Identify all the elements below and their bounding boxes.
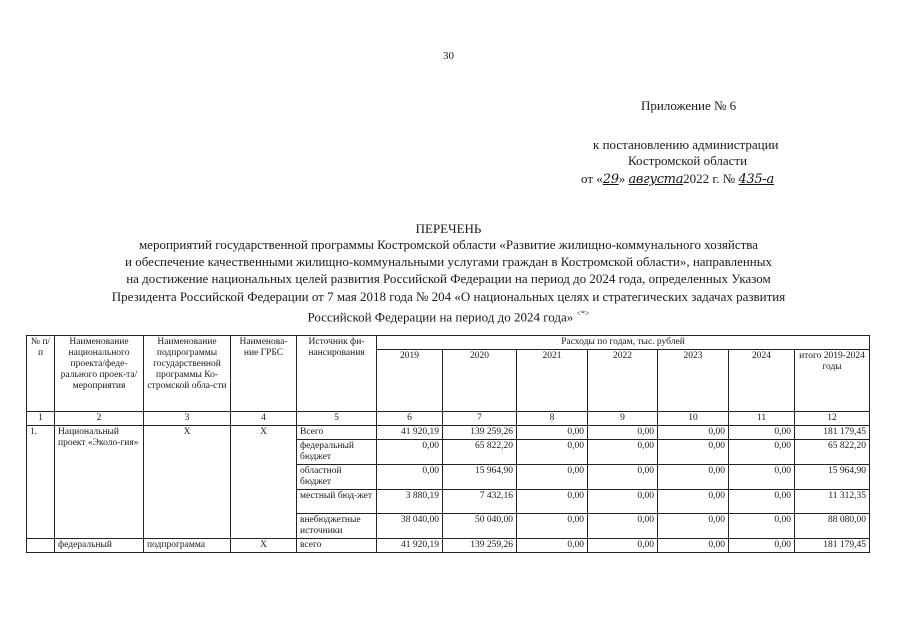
value-cell: 50 040,00 bbox=[443, 514, 517, 539]
value-cell: 0,00 bbox=[517, 465, 588, 490]
value-cell: 0,00 bbox=[588, 539, 658, 553]
subtitle-line-5-text: Российской Федерации на период до 2024 года» bbox=[307, 309, 574, 325]
subtitle-line-1: мероприятий государственной программы Костромской области «Развитие жилищно-коммунального хозяйства bbox=[138, 237, 759, 252]
value-cell: 0,00 bbox=[377, 440, 443, 465]
value-cell: 0,00 bbox=[658, 539, 729, 553]
value-cell: 0,00 bbox=[377, 465, 443, 490]
footnote-mark: <*> bbox=[576, 308, 590, 318]
value-cell: 0,00 bbox=[517, 514, 588, 539]
column-index: 3 bbox=[144, 412, 231, 426]
value-cell: 0,00 bbox=[588, 465, 658, 490]
subtitle-line-4: Президента Российской Федерации от 7 мая 2018 года № 204 «О национальных целях и стратегических задачах развития bbox=[111, 288, 786, 304]
appendix-title: Приложение № 6 bbox=[641, 98, 737, 113]
value-cell: 65 822,20 bbox=[443, 440, 517, 465]
date-separator: » bbox=[618, 171, 629, 186]
value-cell: 0,00 bbox=[658, 426, 729, 440]
value-cell: 0,00 bbox=[729, 490, 795, 514]
grbs-name: Х bbox=[231, 426, 297, 539]
project-name: федеральный bbox=[55, 539, 144, 553]
value-cell: 0,00 bbox=[517, 426, 588, 440]
header-num: № п/п bbox=[27, 336, 55, 412]
total-cell: 181 179,45 bbox=[795, 426, 870, 440]
column-index-row bbox=[27, 412, 870, 426]
value-cell: 0,00 bbox=[658, 465, 729, 490]
header-expenses-group: Расходы по годам, тыс. рублей bbox=[377, 336, 870, 350]
row-num bbox=[27, 539, 55, 553]
column-index: 1 bbox=[27, 412, 55, 426]
subtitle-line-2: и обеспечение качественными жилищно-коммунальными услугами граждан в Костромской области», направленных bbox=[125, 254, 772, 270]
date-day-handwritten: 29 bbox=[602, 172, 619, 187]
funding-source: местный бюд-жет bbox=[297, 490, 377, 514]
value-cell: 3 880,19 bbox=[377, 490, 443, 514]
funding-source: федеральный бюджет bbox=[297, 440, 377, 465]
expenses-table bbox=[26, 335, 870, 553]
row-num: 1. bbox=[27, 426, 55, 539]
total-cell: 65 822,20 bbox=[795, 440, 870, 465]
column-index: 11 bbox=[729, 412, 795, 426]
value-cell: 0,00 bbox=[588, 514, 658, 539]
table-header-row bbox=[27, 336, 870, 350]
value-cell: 0,00 bbox=[729, 426, 795, 440]
value-cell: 0,00 bbox=[588, 426, 658, 440]
column-index: 2 bbox=[55, 412, 144, 426]
header-subprogram: Наименование подпрограммы государственной программы Ко-стромской обла-сти bbox=[144, 336, 231, 412]
document-title: ПЕРЕЧЕНЬ bbox=[415, 221, 482, 236]
value-cell: 139 259,26 bbox=[443, 426, 517, 440]
value-cell: 0,00 bbox=[729, 465, 795, 490]
value-cell: 0,00 bbox=[729, 514, 795, 539]
value-cell: 0,00 bbox=[517, 440, 588, 465]
header-grbs: Наименова-ние ГРБС bbox=[231, 336, 297, 412]
header-total: итого 2019-2024 годы bbox=[795, 350, 870, 412]
total-cell: 181 179,45 bbox=[795, 539, 870, 553]
column-index: 4 bbox=[231, 412, 297, 426]
value-cell: 0,00 bbox=[729, 539, 795, 553]
header-source: Источник фи-нансирования bbox=[297, 336, 377, 412]
total-cell: 11 312,35 bbox=[795, 490, 870, 514]
value-cell: 0,00 bbox=[588, 440, 658, 465]
value-cell: 41 920,19 bbox=[377, 426, 443, 440]
header-year: 2024 bbox=[729, 350, 795, 412]
resolution-date-line bbox=[581, 171, 774, 187]
header-year: 2019 bbox=[377, 350, 443, 412]
column-index: 5 bbox=[297, 412, 377, 426]
value-cell: 0,00 bbox=[517, 490, 588, 514]
funding-source: внебюджетные источники bbox=[297, 514, 377, 539]
value-cell: 41 920,19 bbox=[377, 539, 443, 553]
resolution-number-handwritten: 435-а bbox=[738, 172, 774, 187]
grbs-name: Х bbox=[231, 539, 297, 553]
resolution-line-2: Костромской области bbox=[628, 153, 748, 168]
column-index: 7 bbox=[443, 412, 517, 426]
total-cell: 88 080,00 bbox=[795, 514, 870, 539]
value-cell: 38 040,00 bbox=[377, 514, 443, 539]
date-prefix: от « bbox=[581, 171, 603, 186]
subprogram-name: подпрограмма bbox=[144, 539, 231, 553]
value-cell: 15 964,90 bbox=[443, 465, 517, 490]
header-year: 2023 bbox=[658, 350, 729, 412]
funding-source: всего bbox=[297, 539, 377, 553]
header-project: Наименование национального проекта/феде-рального проек-та/мероприятия bbox=[55, 336, 144, 412]
document-subtitle bbox=[0, 236, 897, 325]
column-index: 10 bbox=[658, 412, 729, 426]
date-year: 2022 г. № bbox=[683, 171, 736, 186]
column-index: 9 bbox=[588, 412, 658, 426]
page-number: 30 bbox=[443, 50, 454, 62]
subtitle-line-5 bbox=[0, 305, 897, 326]
table-row bbox=[27, 539, 870, 553]
column-index: 6 bbox=[377, 412, 443, 426]
funding-source: Всего bbox=[297, 426, 377, 440]
date-month-handwritten: августа bbox=[628, 172, 684, 187]
value-cell: 139 259,26 bbox=[443, 539, 517, 553]
subtitle-line-3: на достижение национальных целей развития Российской Федерации на период до 2024 года, определенных Указом bbox=[126, 271, 771, 287]
header-year: 2020 bbox=[443, 350, 517, 412]
value-cell: 0,00 bbox=[658, 440, 729, 465]
value-cell: 0,00 bbox=[658, 514, 729, 539]
header-year: 2021 bbox=[517, 350, 588, 412]
total-cell: 15 964,90 bbox=[795, 465, 870, 490]
value-cell: 0,00 bbox=[729, 440, 795, 465]
value-cell: 0,00 bbox=[588, 490, 658, 514]
table-row bbox=[27, 426, 870, 440]
header-year: 2022 bbox=[588, 350, 658, 412]
value-cell: 0,00 bbox=[517, 539, 588, 553]
subprogram-name: Х bbox=[144, 426, 231, 539]
funding-source: областной бюджет bbox=[297, 465, 377, 490]
value-cell: 7 432,16 bbox=[443, 490, 517, 514]
column-index: 12 bbox=[795, 412, 870, 426]
column-index: 8 bbox=[517, 412, 588, 426]
resolution-line-1: к постановлению администрации bbox=[593, 137, 779, 152]
value-cell: 0,00 bbox=[658, 490, 729, 514]
project-name: Национальный проект «Эколо-гия» bbox=[55, 426, 144, 539]
